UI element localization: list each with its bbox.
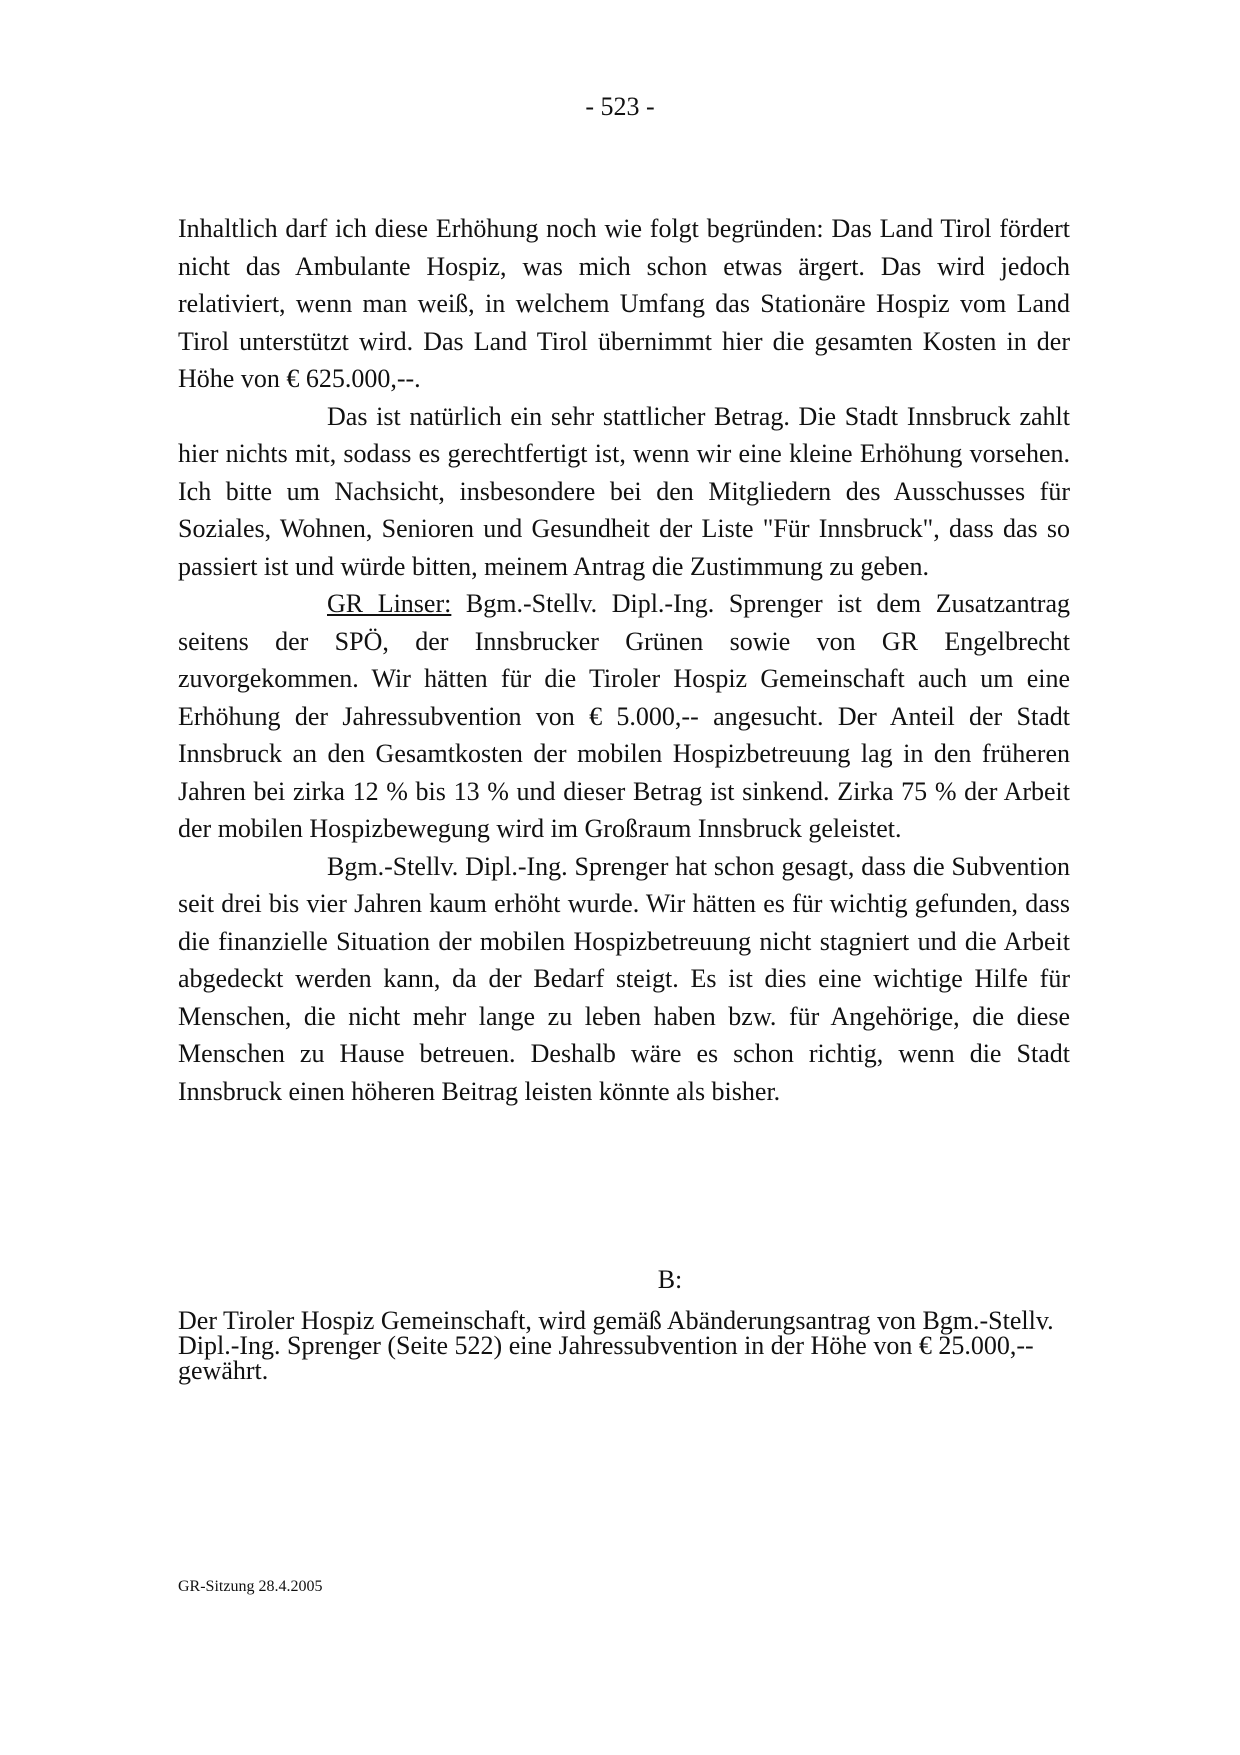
paragraph	[178, 585, 1070, 848]
paragraph-text: Bgm.-Stellv. Dipl.-Ing. Sprenger ist dem Zusatzantrag seitens der SPÖ, der Innsbrucker Grünen sowie von GR Engelbrecht zuvorgekommen. Wir hätten für die Tiroler Hospiz Gemeinschaft auch um eine Erhöhung der Jahressubvention von € 5.000,-- angesucht. Der Anteil der Stadt Innsbruck an den Gesamtkosten der mobilen Hospizbetreuung lag in den früheren Jahren bei zirka 12 % bis 13 % und dieser Betrag ist sinkend. Zirka 75 % der Arbeit der mobilen Hospizbewegung wird im Großraum Innsbruck geleistet.	[178, 589, 1070, 843]
paragraph: Inhaltlich darf ich diese Erhöhung noch wie folgt begründen: Das Land Tirol fördert nicht das Ambulante Hospiz, was mich schon etwas ärgert. Das wird jedoch relativiert, wenn man weiß, in welchem Umfang das Stationäre Hospiz vom Land Tirol unterstützt wird. Das Land Tirol übernimmt hier die gesamten Kosten in der Höhe von € 625.000,--.	[178, 214, 1070, 393]
body-text	[178, 210, 1070, 1110]
resolution-label: B:	[657, 1265, 683, 1294]
paragraph: Bgm.-Stellv. Dipl.-Ing. Sprenger hat schon gesagt, dass die Subvention seit drei bis vier Jahren kaum erhöht wurde. Wir hätten es für wichtig gefunden, dass die finanzielle Situation der mobilen Hospizbetreuung nicht stagniert und die Arbeit abgedeckt werden kann, da der Bedarf steigt. Es ist dies eine wichtige Hilfe für Menschen, die nicht mehr lange zu leben haben bzw. für Angehörige, die diese Menschen zu Hause betreuen. Deshalb wäre es schon richtig, wenn die Stadt Innsbruck einen höheren Beitrag leisten könnte als bisher.	[178, 851, 1070, 1106]
speaker-name: GR Linser:	[327, 589, 452, 618]
paragraph: Das ist natürlich ein sehr stattlicher Betrag. Die Stadt Innsbruck zahlt hier nichts mit, sodass es gerechtfertigt ist, wenn wir eine kleine Erhöhung vorsehen. Ich bitte um Nachsicht, insbesondere bei den Mitgliedern des Ausschusses für Soziales, Wohnen, Senioren und Gesundheit der Liste "Für Innsbruck", dass das so passiert ist und würde bitten, meinem Antrag die Zustimmung zu geben.	[178, 401, 1070, 581]
footer-session-date: GR-Sitzung 28.4.2005	[178, 1578, 323, 1595]
resolution-text: Der Tiroler Hospiz Gemeinschaft, wird gemäß Abänderungsantrag von Bgm.-Stellv. Dipl.-Ing. Sprenger (Seite 522) eine Jahressubvention in der Höhe von € 25.000,-- gewährt.	[178, 1306, 1054, 1385]
page-number: - 523 -	[585, 92, 655, 121]
